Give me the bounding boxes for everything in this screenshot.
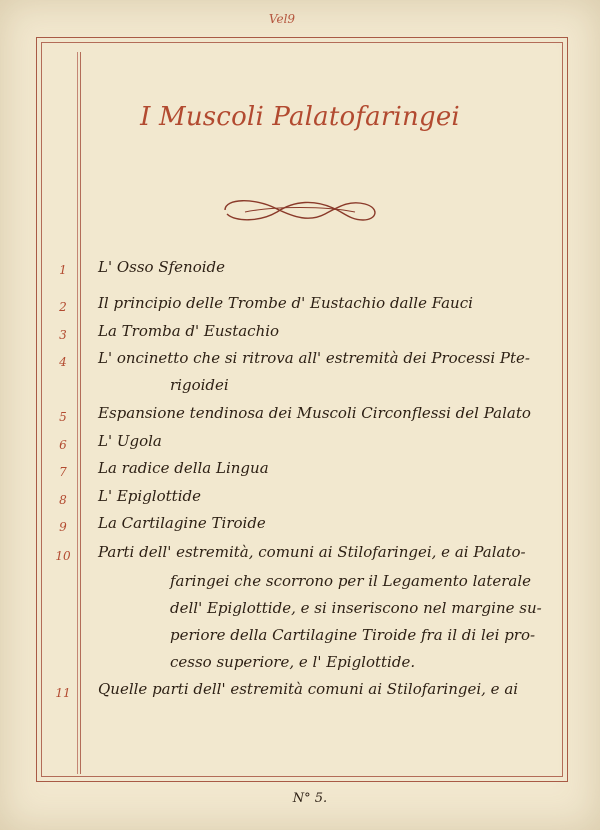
entry-3-line-1: La Tromba d' Eustachio — [98, 322, 280, 340]
page-title: I Muscoli Palatofaringei — [140, 102, 460, 132]
line-number-8: 8 — [59, 493, 67, 507]
entry-5-line-1: Espansione tendinosa dei Muscoli Circonflessi del Palato — [98, 404, 531, 422]
line-number-11: 11 — [55, 686, 71, 700]
entry-10-line-2: faringei che scorrono per il Legamento laterale — [170, 572, 532, 590]
line-number-9: 9 — [59, 520, 67, 534]
plate-number: N° 5. — [292, 791, 328, 806]
line-number-4: 4 — [59, 355, 67, 369]
entry-10-line-1: Parti dell' estremità, comuni ai Stilofaringei, e ai Palato- — [98, 543, 526, 561]
entry-7-line-1: La radice della Lingua — [98, 459, 269, 477]
line-number-2: 2 — [59, 300, 67, 314]
line-number-6: 6 — [59, 438, 67, 452]
margin-rule-right — [80, 52, 81, 774]
line-number-3: 3 — [59, 328, 67, 342]
margin-rule-left — [77, 52, 78, 774]
entry-4-line-2: rigoidei — [170, 376, 229, 394]
line-number-7: 7 — [59, 465, 67, 479]
entry-6-line-1: L' Ugola — [98, 432, 162, 450]
folio-mark: Vel9 — [268, 12, 296, 26]
entry-8-line-1: L' Epiglottide — [98, 487, 201, 505]
flourish-ornament — [215, 190, 385, 230]
entry-10-line-3: dell' Epiglottide, e si inseriscono nel margine su- — [170, 599, 542, 617]
entry-1-line-1: L' Osso Sfenoide — [98, 258, 226, 276]
entry-10-line-4: periore della Cartilagine Tiroide fra il di lei pro- — [170, 626, 536, 644]
entry-11-line-1: Quelle parti dell' estremità comuni ai Stilofaringei, e ai — [98, 680, 519, 698]
line-number-10: 10 — [55, 549, 71, 563]
entry-4-line-1: L' oncinetto che si ritrova all' estremità dei Processi Pte- — [98, 349, 530, 367]
entry-2-line-1: Il principio delle Trombe d' Eustachio dalle Fauci — [98, 294, 473, 312]
line-number-5: 5 — [59, 410, 67, 424]
entry-10-line-5: cesso superiore, e l' Epiglottide. — [170, 653, 416, 671]
line-number-1: 1 — [59, 263, 67, 277]
entry-9-line-1: La Cartilagine Tiroide — [98, 514, 266, 532]
